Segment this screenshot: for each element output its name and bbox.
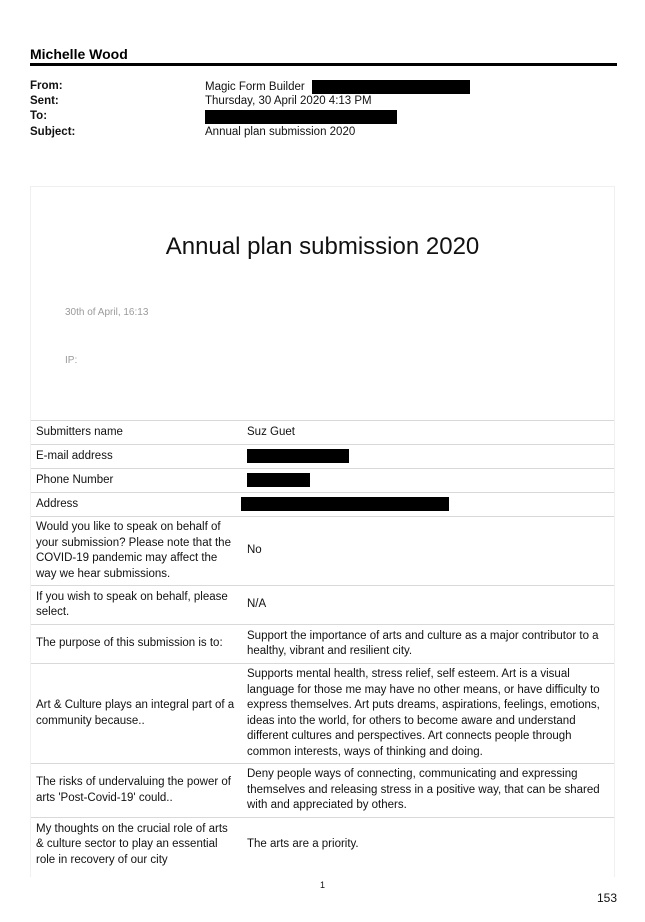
sheet-number: 153 — [596, 891, 617, 905]
row-question: My thoughts on the crucial role of arts & culture sector to play an essential role in recovery of our city — [31, 818, 241, 872]
row-answer: Supports mental health, stress relief, self esteem. Art is a visual language for those me may have no other means, or have difficulty to express themselves. Art puts dreams, aspirations, feelings, emotions, ideas into the world, for others to become aware and understand different cultures and perspectives. Art connects people through common interests, ways of thinking and doing. — [241, 664, 614, 764]
table-row — [31, 625, 614, 664]
from-label: From: — [30, 80, 63, 92]
row-answer: The arts are a priority. — [241, 818, 614, 872]
sent-label: Sent: — [30, 95, 59, 107]
from-sender: Magic Form Builder — [205, 81, 305, 94]
table-row — [31, 445, 614, 469]
row-question: If you wish to speak on behalf, please select. — [31, 586, 241, 625]
row-question: Phone Number — [31, 469, 241, 493]
email-owner-name: Michelle Wood — [30, 46, 128, 62]
redaction-phone-number — [247, 473, 310, 487]
row-answer-redacted — [241, 445, 614, 469]
row-answer-redacted — [241, 469, 614, 493]
row-answer: Support the importance of arts and culture as a major contributor to a healthy, vibrant and resilient city. — [241, 625, 614, 664]
form-card — [30, 186, 615, 877]
table-row — [31, 517, 614, 586]
form-date: 30th of April, 16:13 — [65, 307, 149, 318]
submission-table — [31, 420, 614, 872]
subject-value: Annual plan submission 2020 — [205, 126, 356, 138]
row-answer: No — [241, 517, 614, 586]
table-row — [31, 818, 614, 872]
table-row — [31, 493, 614, 517]
table-row — [31, 764, 614, 818]
row-answer: N/A — [241, 586, 614, 625]
table-row — [31, 586, 614, 625]
table-row — [31, 469, 614, 493]
to-value — [205, 110, 397, 124]
row-question: Would you like to speak on behalf of your submission? Please note that the COVID-19 pandemic may affect the way we hear submissions. — [31, 517, 241, 586]
header-rule — [30, 63, 617, 66]
subject-label: Subject: — [30, 126, 76, 138]
redaction-email-address — [247, 449, 349, 463]
row-question: Art & Culture plays an integral part of a community because.. — [31, 664, 241, 764]
page-number: 1 — [319, 880, 325, 890]
redaction-address — [241, 497, 449, 511]
row-answer: Deny people ways of connecting, communicating and expressing themselves and releasing stress in a positive way, that can be shared with and appreciated by others. — [241, 764, 614, 818]
redaction-to-email — [205, 110, 397, 124]
sent-value: Thursday, 30 April 2020 4:13 PM — [205, 95, 372, 107]
row-question: Submitters name — [31, 421, 241, 445]
table-row — [31, 421, 614, 445]
form-title: Annual plan submission 2020 — [165, 233, 480, 260]
row-answer: Suz Guet — [241, 421, 614, 445]
form-ip-label: IP: — [65, 355, 78, 366]
row-question: The risks of undervaluing the power of arts 'Post-Covid-19' could.. — [31, 764, 241, 818]
table-row — [31, 664, 614, 764]
from-value — [205, 80, 470, 94]
row-question: E-mail address — [31, 445, 241, 469]
row-answer-redacted — [241, 493, 614, 517]
to-label: To: — [30, 110, 48, 122]
row-question: Address — [31, 493, 241, 517]
row-question: The purpose of this submission is to: — [31, 625, 241, 664]
redaction-from-email — [312, 80, 470, 94]
